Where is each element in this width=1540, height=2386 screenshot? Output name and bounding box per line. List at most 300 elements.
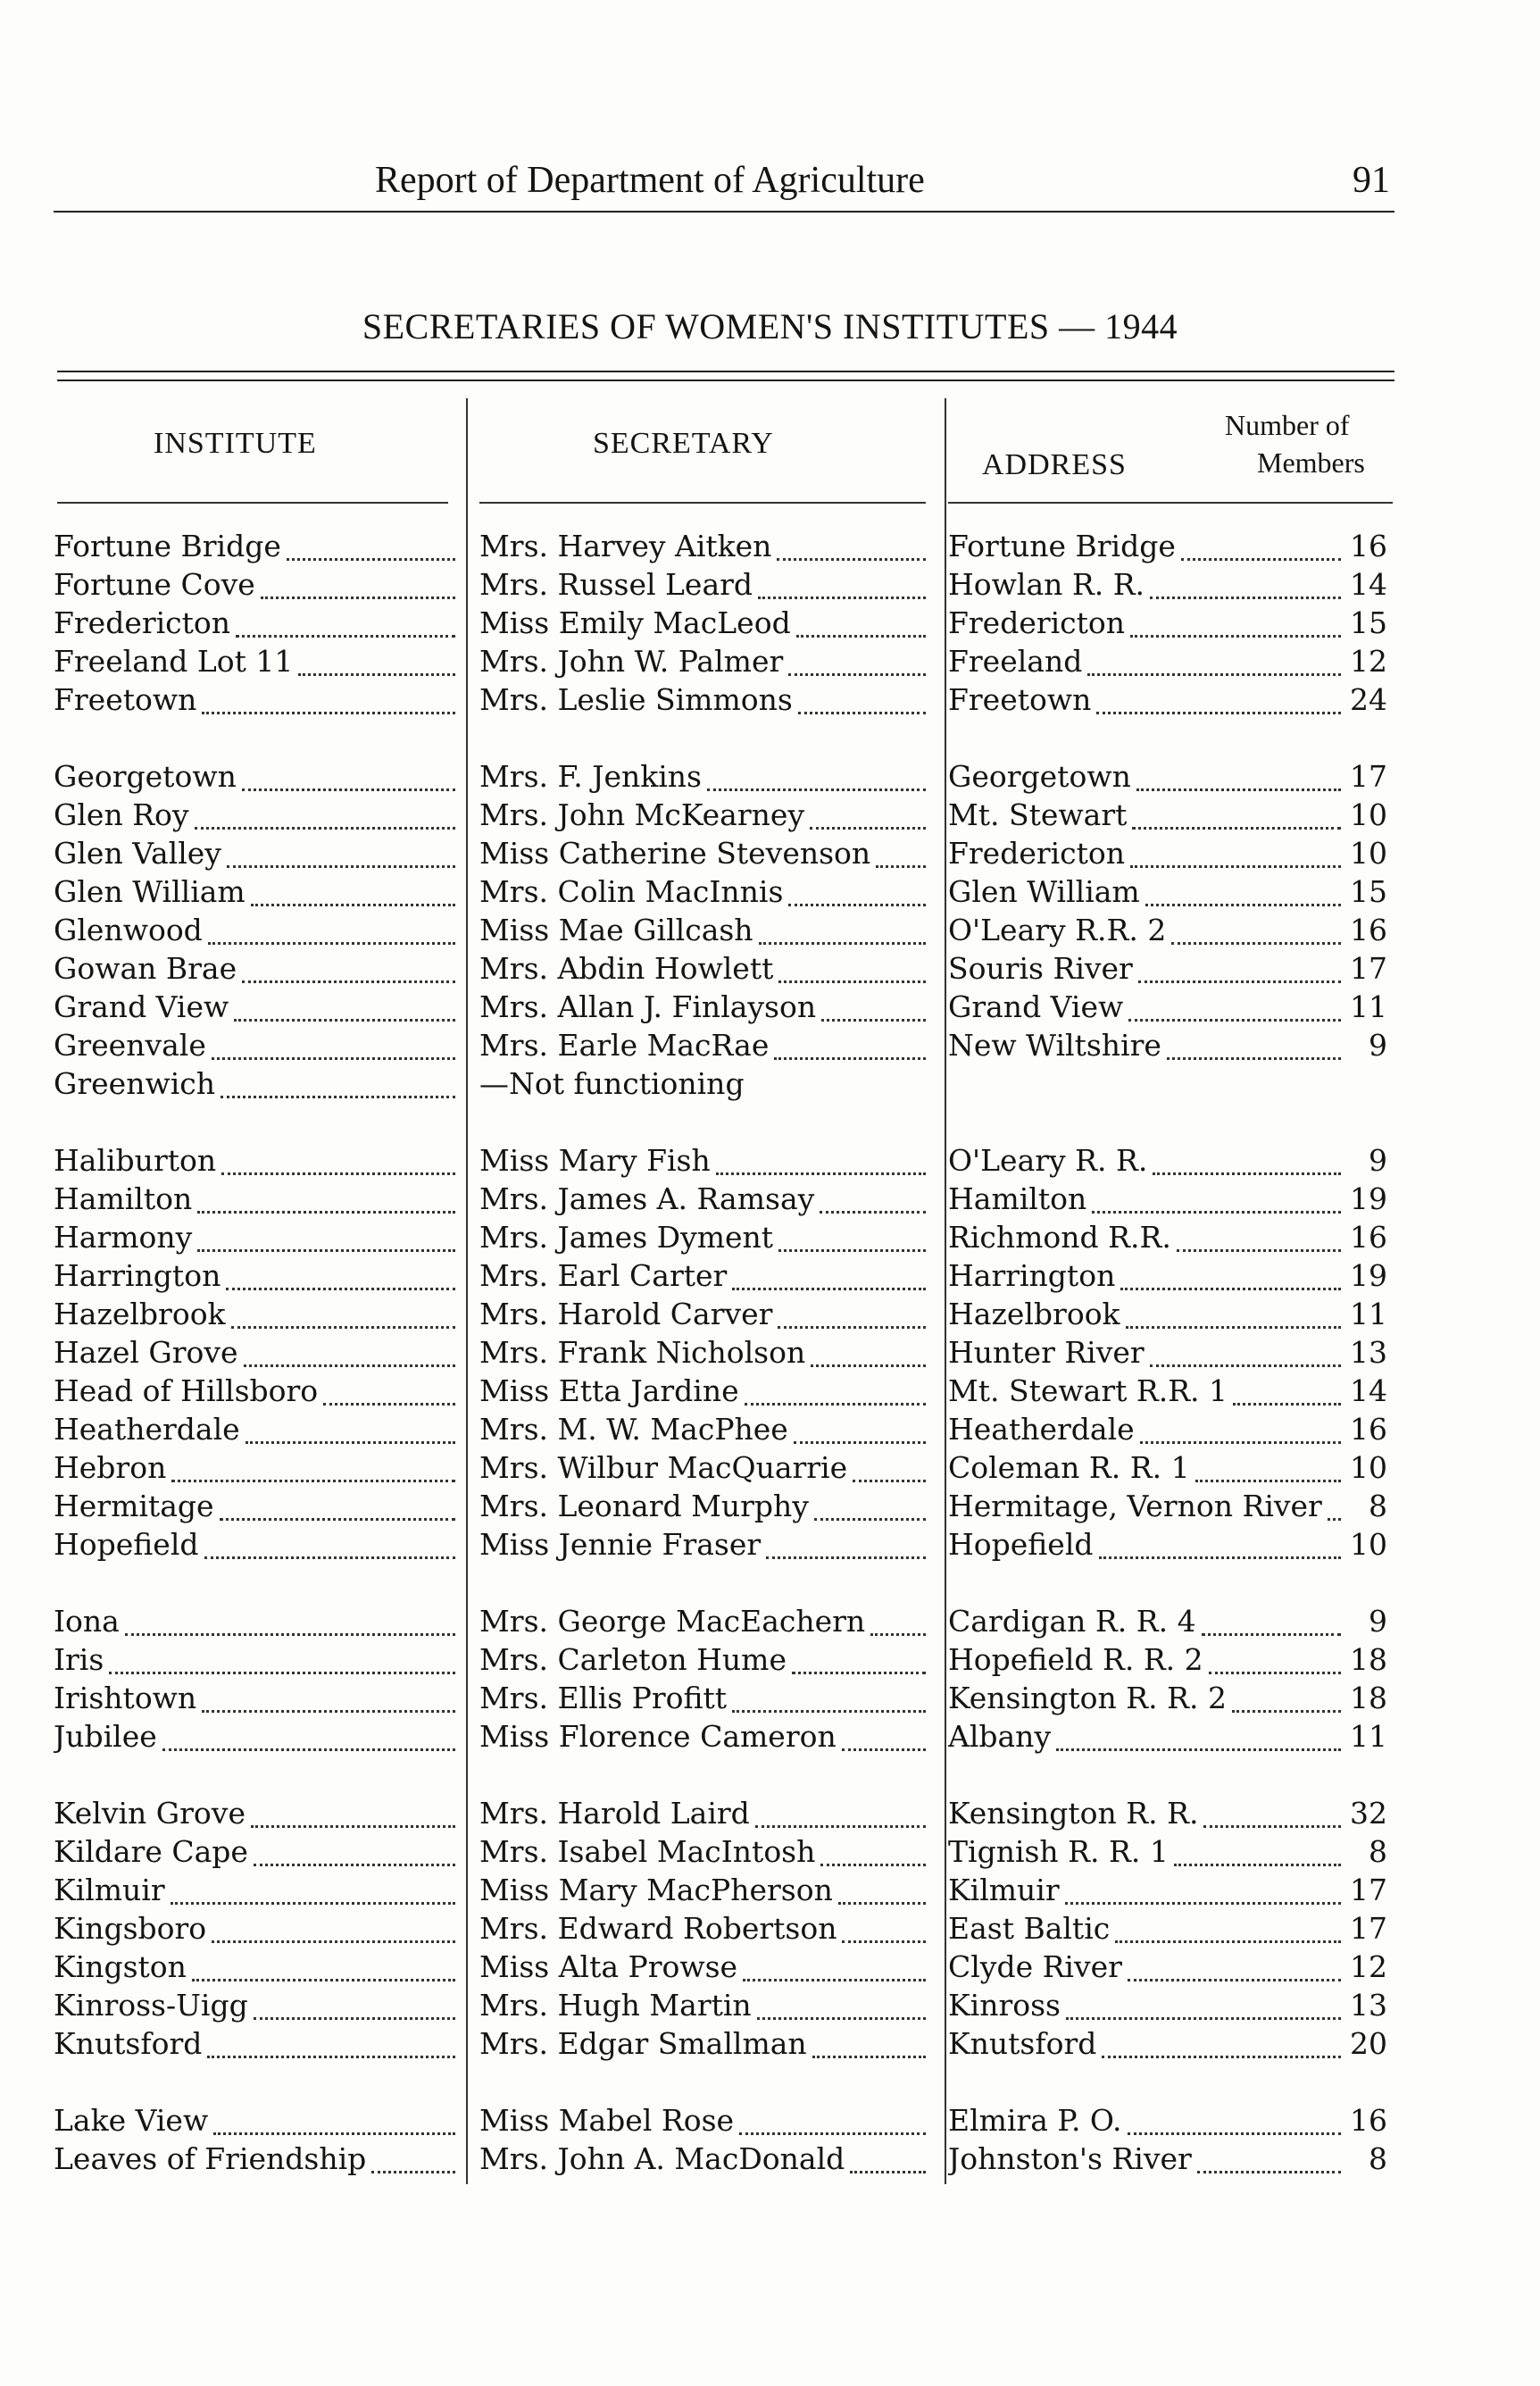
dot-leader [842, 1940, 926, 1943]
address-cell-text: O'Leary R.R. 2 [948, 913, 1167, 947]
address-cell [948, 1335, 1341, 1372]
table-row [0, 1949, 1540, 1987]
address-cell-text: Coleman R. R. 1 [948, 1450, 1190, 1485]
address-cell-text: East Baltic [948, 1911, 1111, 1946]
members-cell [1341, 1489, 1393, 1526]
members-cell-text: 12 [1350, 644, 1387, 679]
secretary-cell [479, 644, 926, 681]
table-row [0, 2141, 1540, 2179]
institute-cell [54, 913, 455, 950]
secretary-cell-text: Mrs. Leslie Simmons [479, 682, 793, 717]
address-cell-text: Mt. Stewart [948, 797, 1128, 832]
members-cell-text: 19 [1350, 1181, 1387, 1216]
secretary-cell [479, 1719, 926, 1756]
secretary-cell [479, 1834, 926, 1872]
dot-leader [798, 712, 926, 714]
members-cell [1341, 1143, 1393, 1180]
dot-leader [298, 673, 455, 676]
address-cell-text: Mt. Stewart R.R. 1 [948, 1373, 1228, 1408]
address-cell [948, 2103, 1341, 2140]
secretary-cell-text: Mrs. Harvey Aitken [479, 529, 772, 563]
members-cell-text: 24 [1350, 682, 1387, 717]
secretary-cell-text: Mrs. Edgar Smallman [479, 2026, 807, 2061]
dot-leader [1153, 1172, 1341, 1175]
dot-leader [197, 1249, 455, 1252]
dot-leader [323, 1403, 455, 1406]
dot-leader [242, 788, 455, 791]
dot-leader [850, 2171, 926, 2173]
address-cell-text: Kensington R. R. 2 [948, 1681, 1227, 1715]
secretary-cell-text: Mrs. M. W. MacPhee [479, 1412, 788, 1447]
secretary-cell-text: Miss Florence Cameron [479, 1719, 837, 1754]
table-row [0, 644, 1540, 681]
secretary-cell-text: Mrs. John McKearney [479, 797, 805, 832]
address-cell-text: Hunter River [948, 1335, 1145, 1370]
dot-leader [1130, 635, 1341, 638]
members-cell-text: 16 [1350, 913, 1387, 947]
members-cell [1341, 1297, 1393, 1334]
dot-leader [202, 1710, 455, 1713]
institute-cell [54, 1335, 455, 1372]
address-cell-text: Albany [948, 1719, 1052, 1754]
institute-cell [54, 1258, 455, 1296]
dot-leader [778, 1326, 926, 1329]
dot-leader [207, 2056, 455, 2058]
members-cell [1341, 913, 1393, 950]
address-cell [948, 913, 1341, 950]
secretary-cell [479, 682, 926, 720]
secretary-cell [479, 1220, 926, 1257]
table-row [0, 989, 1540, 1027]
members-cell [1341, 1373, 1393, 1411]
dot-leader [197, 1211, 455, 1214]
institute-cell-text: Fredericton [54, 605, 231, 640]
dot-leader [739, 2132, 926, 2135]
institute-cell [54, 605, 455, 643]
secretary-cell [479, 836, 926, 873]
dot-leader [1171, 942, 1341, 945]
institute-cell-text: Gowan Brae [54, 951, 237, 986]
members-cell-text: 18 [1350, 1642, 1387, 1677]
dot-leader [1102, 2056, 1341, 2058]
address-cell [948, 1988, 1341, 2025]
address-cell [948, 1681, 1341, 1718]
secretary-cell [479, 1028, 926, 1065]
secretary-cell [479, 1450, 926, 1488]
secretary-cell [479, 1143, 926, 1180]
table-row [0, 1373, 1540, 1411]
secretary-cell-text: Miss Mary Fish [479, 1143, 711, 1178]
table-row [0, 1412, 1540, 1449]
address-cell [948, 1642, 1341, 1680]
institute-cell [54, 1220, 455, 1257]
address-cell [948, 1028, 1341, 1065]
address-cell [948, 836, 1341, 873]
dot-leader [212, 1057, 455, 1060]
table-row [0, 913, 1540, 950]
column-header-members-line2: Members [1257, 446, 1365, 479]
members-cell [1341, 1988, 1393, 2025]
members-cell [1341, 1911, 1393, 1948]
secretary-cell-text: Mrs. Abdin Howlett [479, 951, 774, 986]
institute-cell [54, 1028, 455, 1065]
address-cell-text: Hopefield [948, 1527, 1094, 1562]
members-cell [1341, 797, 1393, 835]
members-cell-text: 16 [1350, 1220, 1387, 1255]
dot-leader [213, 2132, 455, 2135]
institute-cell-text: Kelvin Grove [54, 1796, 246, 1831]
header-underline-address [948, 502, 1393, 504]
dot-leader [1066, 2017, 1341, 2020]
institute-cell [54, 874, 455, 912]
dot-leader [1174, 1864, 1341, 1866]
dot-leader [1128, 1979, 1341, 1981]
members-cell-text: 13 [1350, 1988, 1387, 2023]
address-cell-text: Cardigan R. R. 4 [948, 1604, 1196, 1639]
members-cell [1341, 2026, 1393, 2064]
secretary-cell [479, 951, 926, 989]
secretary-cell [479, 1335, 926, 1372]
address-cell [948, 1373, 1341, 1411]
secretary-cell [479, 759, 926, 797]
secretary-cell-text: Mrs. James A. Ramsay [479, 1181, 815, 1216]
dot-leader [1233, 1403, 1341, 1406]
institute-cell-text: Haliburton [54, 1143, 217, 1178]
dot-leader [227, 865, 455, 868]
secretary-cell [479, 1489, 926, 1526]
institute-cell [54, 1450, 455, 1488]
dot-leader [842, 1748, 926, 1751]
institute-cell-text: Glenwood [54, 913, 203, 947]
table-row [0, 1335, 1540, 1372]
table-row [0, 605, 1540, 643]
address-cell-text: Freeland [948, 644, 1083, 679]
institute-cell-text: Iona [54, 1604, 120, 1639]
table-row [0, 951, 1540, 989]
header-underline-institute [57, 502, 448, 504]
members-cell-text: 10 [1350, 1450, 1387, 1485]
institute-cell [54, 1143, 455, 1180]
dot-leader [788, 904, 926, 906]
institute-cell-text: Glen Roy [54, 797, 189, 832]
secretary-cell-text: Mrs. Harold Laird [479, 1796, 750, 1831]
institute-cell-text: Freetown [54, 682, 197, 717]
dot-leader [171, 1480, 455, 1482]
dot-leader [755, 1825, 926, 1828]
members-cell [1341, 567, 1393, 605]
address-cell-text: Fredericton [948, 605, 1126, 640]
dot-leader [796, 635, 926, 638]
dot-leader [1145, 904, 1341, 906]
address-cell-text: Fortune Bridge [948, 529, 1176, 563]
institute-cell-text: Knutsford [54, 2026, 203, 2061]
dot-leader [1195, 1480, 1341, 1482]
secretary-cell-text: Mrs. Russel Leard [479, 567, 753, 602]
institute-cell-text: Hebron [54, 1450, 167, 1485]
address-cell [948, 1911, 1341, 1948]
members-cell-text: 10 [1350, 1527, 1387, 1562]
institute-cell [54, 2026, 455, 2064]
dot-leader [870, 1633, 926, 1636]
institute-cell [54, 529, 455, 566]
table-row [0, 1450, 1540, 1488]
dot-leader [220, 1518, 455, 1521]
secretary-cell-text: Miss Jennie Fraser [479, 1527, 762, 1562]
dot-leader [1209, 1672, 1341, 1674]
members-cell-text: 16 [1350, 2103, 1387, 2138]
secretary-cell [479, 1642, 926, 1680]
members-cell [1341, 1796, 1393, 1833]
double-rule-bottom [57, 380, 1394, 381]
dot-leader [226, 1288, 455, 1290]
dot-leader [1328, 1518, 1341, 1521]
dot-leader [1150, 1364, 1341, 1367]
table-row [0, 1297, 1540, 1334]
dot-leader [1099, 1556, 1341, 1559]
address-cell [948, 759, 1341, 797]
secretary-cell [479, 1527, 926, 1564]
institute-cell [54, 1911, 455, 1948]
dot-leader [838, 1902, 926, 1905]
institute-cell [54, 1988, 455, 2025]
members-cell-text: 14 [1350, 567, 1387, 602]
dot-leader [371, 2171, 455, 2173]
secretary-cell [479, 567, 926, 605]
dot-leader [221, 1096, 455, 1098]
institute-cell [54, 1412, 455, 1449]
address-cell [948, 644, 1341, 681]
dot-leader [251, 1825, 455, 1828]
secretary-cell-text: Mrs. Ellis Profitt [479, 1681, 728, 1715]
members-cell [1341, 2141, 1393, 2179]
institute-cell-text: Hazel Grove [54, 1335, 238, 1370]
dot-leader [254, 2017, 455, 2020]
members-cell-text: 17 [1350, 759, 1387, 794]
address-cell-text: Johnston's River [948, 2141, 1192, 2176]
members-cell [1341, 1181, 1393, 1219]
dot-leader [757, 2017, 926, 2020]
dot-leader [810, 827, 926, 830]
members-cell-text: 32 [1350, 1796, 1387, 1831]
secretary-cell-text: Miss Etta Jardine [479, 1373, 739, 1408]
members-cell [1341, 1873, 1393, 1910]
members-cell-text: 15 [1350, 605, 1387, 640]
institute-cell [54, 567, 455, 605]
header-rule [54, 211, 1394, 213]
dot-leader [766, 1556, 926, 1559]
address-cell-text: Freetown [948, 682, 1092, 717]
secretary-cell-text: Mrs. Allan J. Finlayson [479, 989, 817, 1024]
secretary-cell [479, 1988, 926, 2025]
institute-cell-text: Kingsboro [54, 1911, 207, 1946]
address-cell [948, 1450, 1341, 1488]
page-title: SECRETARIES OF WOMEN'S INSTITUTES — 1944 [362, 306, 1178, 346]
secretary-cell-text: Mrs. Wilbur MacQuarrie [479, 1450, 848, 1485]
dot-leader [221, 1172, 455, 1175]
members-cell-text: 9 [1369, 1143, 1387, 1178]
institute-cell [54, 1373, 455, 1411]
table-row [0, 1181, 1540, 1219]
members-cell [1341, 605, 1393, 643]
members-cell-text: 14 [1350, 1373, 1387, 1408]
members-cell-text: 12 [1350, 1949, 1387, 1984]
members-cell-text: 17 [1350, 951, 1387, 986]
address-cell-text: Hopefield R. R. 2 [948, 1642, 1203, 1677]
dot-leader [792, 1672, 926, 1674]
dot-leader [745, 1403, 926, 1406]
secretary-cell [479, 1066, 926, 1104]
table-row [0, 1143, 1540, 1180]
address-cell [948, 682, 1341, 720]
dot-leader [774, 1057, 926, 1060]
address-cell [948, 1796, 1341, 1833]
secretary-cell [479, 1949, 926, 1987]
members-cell [1341, 1335, 1393, 1372]
dot-leader [811, 1364, 926, 1367]
address-cell-text: Hermitage, Vernon River [948, 1489, 1322, 1523]
address-cell [948, 2026, 1341, 2064]
institute-cell-text: Hopefield [54, 1527, 199, 1562]
address-cell-text: Elmira P. O. [948, 2103, 1122, 2138]
members-cell [1341, 1681, 1393, 1718]
secretary-cell-text: Mrs. John A. MacDonald [479, 2141, 845, 2176]
address-cell-text: Glen William [948, 874, 1140, 909]
members-cell [1341, 644, 1393, 681]
dot-leader [743, 1979, 926, 1981]
address-cell [948, 1489, 1341, 1526]
table-row [0, 1834, 1540, 1872]
dot-leader [707, 788, 926, 791]
table-row [0, 1028, 1540, 1065]
dot-leader [1087, 673, 1341, 676]
address-cell-text: Richmond R.R. [948, 1220, 1171, 1255]
institute-cell-text: Harmony [54, 1220, 193, 1255]
address-cell [948, 874, 1341, 912]
address-cell [948, 1527, 1341, 1564]
dot-leader [716, 1172, 926, 1175]
institute-cell [54, 1181, 455, 1219]
address-cell-text: Clyde River [948, 1949, 1122, 1984]
address-cell-text: Knutsford [948, 2026, 1097, 2061]
secretary-cell-text: Miss Emily MacLeod [479, 605, 791, 640]
table-row [0, 682, 1540, 720]
secretary-cell-text: Mrs. Colin MacInnis [479, 874, 784, 909]
members-cell [1341, 1949, 1393, 1987]
institute-cell-text: Glen Valley [54, 836, 221, 871]
institute-cell [54, 644, 455, 681]
secretary-cell [479, 874, 926, 912]
institute-cell-text: Kildare Cape [54, 1834, 248, 1869]
institute-cell-text: Georgetown [54, 759, 237, 794]
dot-leader [1232, 1710, 1341, 1713]
institute-cell [54, 1642, 455, 1680]
members-cell-text: 8 [1369, 1834, 1387, 1869]
dot-leader [1130, 865, 1341, 868]
dot-leader [195, 827, 455, 830]
members-cell-text: 8 [1369, 1489, 1387, 1523]
secretary-cell [479, 605, 926, 643]
address-cell [948, 1949, 1341, 1987]
members-cell-text: 13 [1350, 1335, 1387, 1370]
institute-cell [54, 682, 455, 720]
dot-leader [212, 1940, 455, 1943]
running-title: Report of Department of Agriculture [375, 160, 925, 201]
table-row [0, 1911, 1540, 1948]
dot-leader [1203, 1825, 1341, 1828]
address-cell [948, 989, 1341, 1027]
table-row [0, 529, 1540, 566]
address-cell [948, 529, 1341, 566]
page-number: 91 [1353, 160, 1390, 201]
address-cell-text: Heatherdale [948, 1412, 1135, 1447]
dot-leader [1128, 2132, 1341, 2135]
dot-leader [1136, 788, 1341, 791]
address-cell-text: Grand View [948, 989, 1124, 1024]
table-row [0, 1873, 1540, 1910]
dot-leader [1120, 1288, 1341, 1290]
header-underline-secretary [479, 502, 926, 504]
address-cell-text: Tignish R. R. 1 [948, 1834, 1169, 1869]
secretary-cell [479, 1681, 926, 1718]
members-cell [1341, 682, 1393, 720]
table-row [0, 874, 1540, 912]
dot-leader [1126, 1326, 1341, 1329]
institute-cell [54, 1719, 455, 1756]
dot-leader [234, 1019, 455, 1022]
institute-cell [54, 1489, 455, 1526]
dot-leader [876, 865, 926, 868]
institute-cell [54, 2141, 455, 2179]
institute-cell [54, 1681, 455, 1718]
address-cell-text: Kilmuir [948, 1873, 1060, 1907]
secretary-cell [479, 1258, 926, 1296]
members-cell-text: 11 [1350, 1297, 1387, 1331]
members-cell [1341, 836, 1393, 873]
table-row [0, 1220, 1540, 1257]
dot-leader [125, 1633, 455, 1636]
institute-cell [54, 1796, 455, 1833]
dot-leader [778, 980, 926, 983]
members-cell [1341, 1604, 1393, 1641]
secretary-cell [479, 2103, 926, 2140]
double-rule-top [57, 371, 1394, 372]
address-cell [948, 1220, 1341, 1257]
dot-leader [1202, 1633, 1341, 1636]
members-cell-text: 11 [1350, 1719, 1387, 1754]
table-row [0, 1681, 1540, 1718]
secretary-cell-text: Mrs. Edward Robertson [479, 1911, 837, 1946]
secretary-cell-text: Miss Mabel Rose [479, 2103, 735, 2138]
secretary-cell-text: Mrs. Harold Carver [479, 1297, 773, 1331]
members-cell [1341, 1834, 1393, 1872]
dot-leader [246, 1441, 455, 1444]
address-cell [948, 605, 1341, 643]
members-cell [1341, 1719, 1393, 1756]
secretary-cell-text: Miss Mae Gillcash [479, 913, 753, 947]
members-cell [1341, 951, 1393, 989]
members-cell [1341, 1220, 1393, 1257]
column-header-secretary: SECRETARY [593, 427, 774, 460]
table-row [0, 1642, 1540, 1680]
dot-leader [821, 1019, 926, 1022]
table-row [0, 1719, 1540, 1756]
dot-leader [208, 942, 455, 945]
institute-cell-text: Head of Hillsboro [54, 1373, 319, 1408]
dot-leader [777, 558, 926, 561]
institute-cell [54, 1527, 455, 1564]
address-cell-text: Kinross [948, 1988, 1061, 2023]
dot-leader [261, 596, 455, 599]
